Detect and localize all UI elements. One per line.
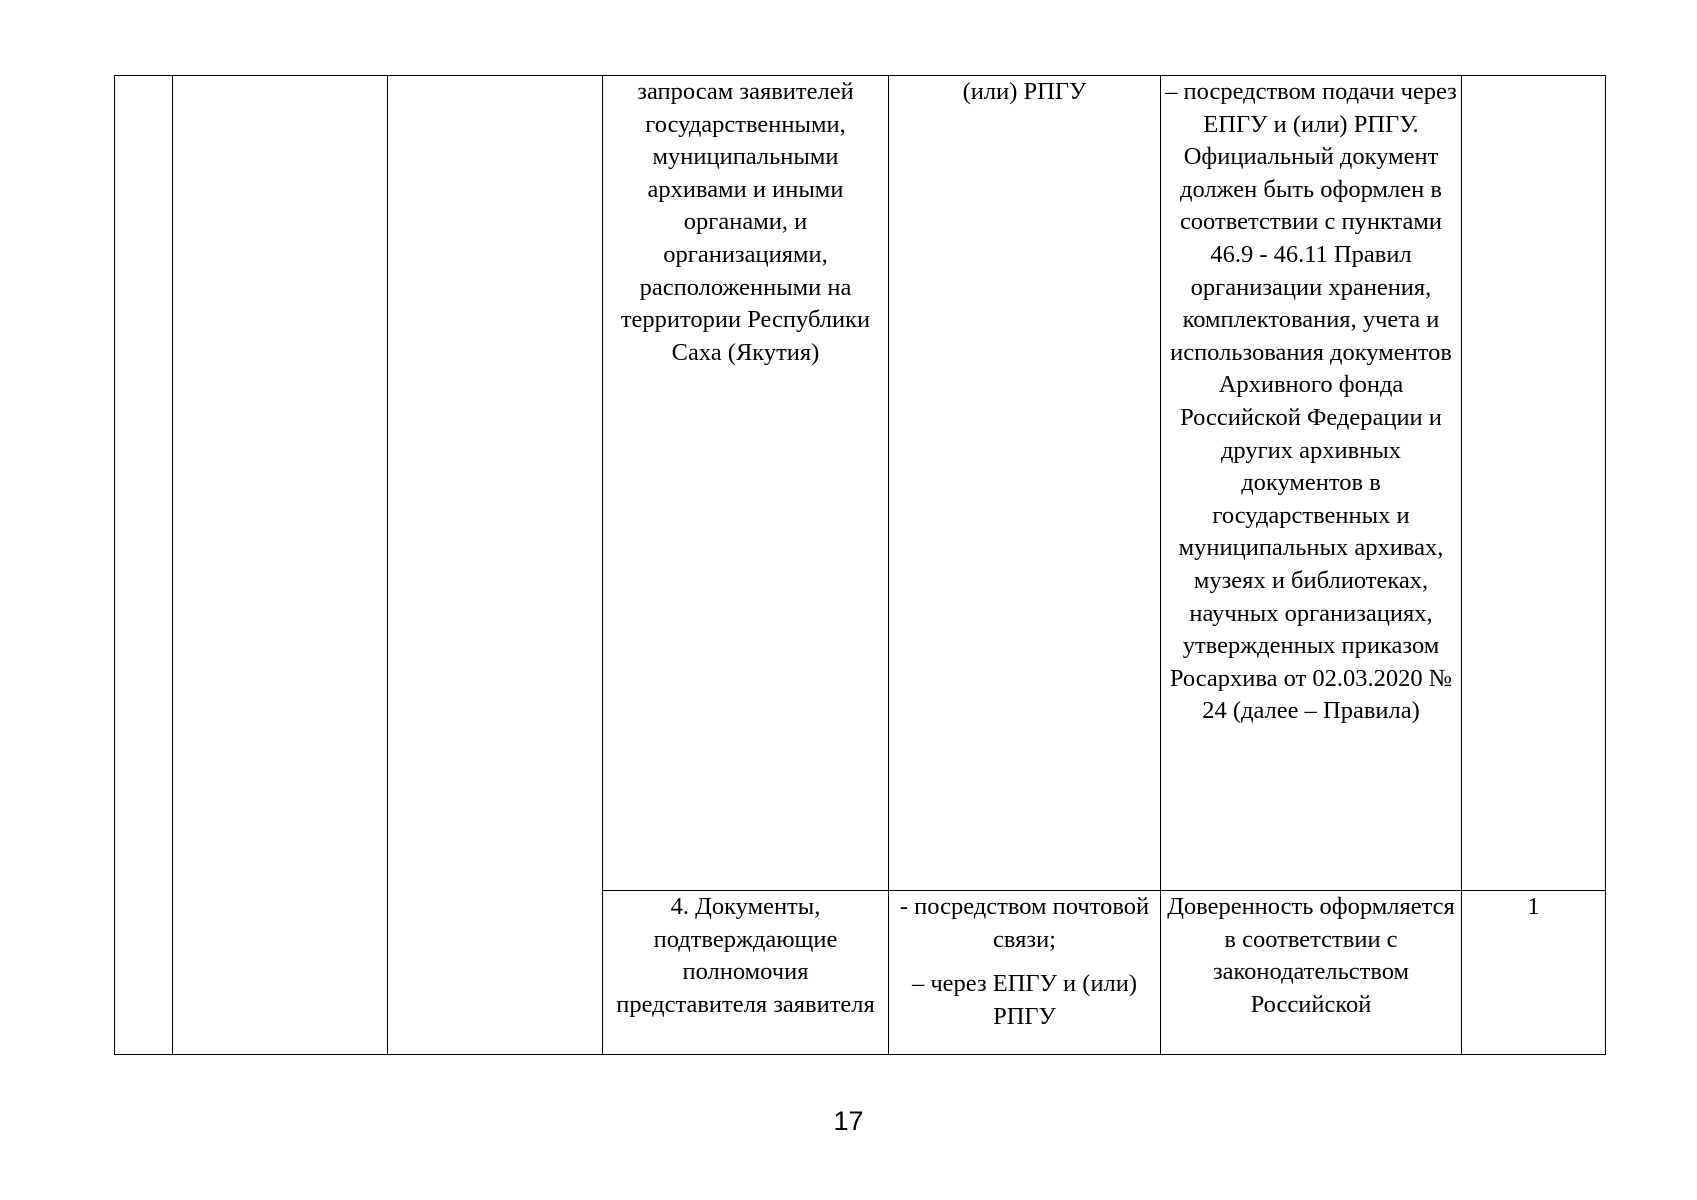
document-table	[114, 75, 1606, 1055]
cell-text: (или) РПГУ	[962, 78, 1087, 105]
cell-text: Доверенность оформляется в соответствии с законодательством Российской	[1167, 893, 1455, 1018]
cell-text: запросам заявителей государственными, муниципальными архивами и иными органами, и организациями, расположенными на территории Республики Саха (Якутия)	[620, 78, 871, 366]
table-cell-quantity	[1462, 76, 1606, 891]
table-cell-submission-method	[889, 76, 1161, 891]
table-cell-col2	[173, 76, 388, 1055]
cell-text-postal: - посредством почтовой связи;	[899, 893, 1150, 953]
cell-text: 4. Документы, подтверждающие полномочия представителя заявителя	[616, 893, 875, 1018]
table-cell-quantity	[1462, 891, 1606, 1055]
table-cell-requirements	[1161, 891, 1462, 1055]
table-row	[115, 76, 1606, 891]
table-cell-document-description	[603, 891, 889, 1055]
page-number: 17	[833, 1106, 864, 1136]
table-cell-document-description	[603, 76, 889, 891]
table-cell-col1	[115, 76, 173, 1055]
cell-text-online: – через ЕПГУ и (или) РПГУ	[911, 970, 1138, 1030]
cell-text: – посредством подачи через ЕПГУ и (или) РПГУ. Официальный документ должен быть оформлен в соответствии с пунктами 46.9 - 46.11 Правил организации хранения, комплектования, учета и использования документов Архивного фонда Российской Федерации и других архивных документов в государственных и муниципальных архивах, музеях и библиотеках, научных организациях, утвержденных приказом Росархива от 02.03.2020 № 24 (далее – Правила)	[1165, 78, 1457, 725]
cell-text: 1	[1527, 893, 1540, 920]
table-cell-submission-method	[889, 891, 1161, 1055]
table-cell-requirements	[1161, 76, 1462, 891]
table-cell-col3	[388, 76, 603, 1055]
